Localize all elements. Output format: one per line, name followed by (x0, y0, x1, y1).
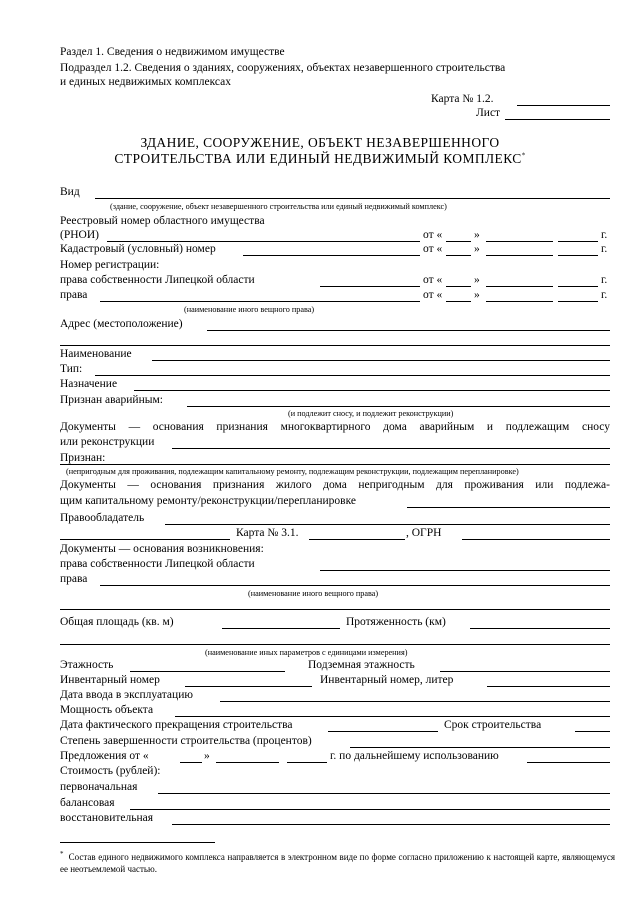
footnote-mark: * (60, 850, 64, 858)
purpose-field[interactable] (134, 390, 610, 391)
commission-date-field[interactable] (220, 701, 610, 702)
date-quote: » (474, 289, 480, 301)
date-prefix: от « (423, 229, 443, 241)
right-date-year[interactable] (558, 301, 598, 302)
right-date-day[interactable] (446, 301, 471, 302)
date-quote: » (474, 274, 480, 286)
cost-label: Стоимость (рублей): (60, 765, 161, 777)
area-label: Общая площадь (кв. м) (60, 616, 174, 628)
date-quote: » (204, 750, 210, 762)
restoration-cost-field[interactable] (172, 824, 610, 825)
initial-cost-label: первоначальная (60, 781, 138, 793)
sheet-field[interactable] (505, 119, 610, 120)
proposals-date-day[interactable] (180, 762, 202, 763)
card31-field[interactable] (309, 539, 405, 540)
params-hint: (наименование иных параметров с единицами измерения) (205, 648, 408, 657)
ownership-label: права собственности Липецкой области (60, 274, 255, 286)
right2-field-line2[interactable] (60, 609, 610, 610)
cadastral-date-day[interactable] (446, 255, 471, 256)
subsection-heading-line2: и единых недвижимых комплексах (60, 76, 231, 88)
registration-label: Номер регистрации: (60, 259, 160, 271)
vid-hint: (здание, сооружение, объект незавершенного строительства или единый недвижимый комплекс) (110, 202, 447, 211)
holder-field[interactable] (165, 524, 610, 525)
date-quote: » (474, 229, 480, 241)
ownership-date-month[interactable] (486, 286, 553, 287)
form-title-line2: СТРОИТЕЛЬСТВА ИЛИ ЕДИНЫЙ НЕДВИЖИМЫЙ КОМПЛЕКС* (114, 151, 526, 166)
reg-number-label: Реестровый номер областного имущества (60, 215, 265, 227)
emergency-label: Признан аварийным: (60, 394, 163, 406)
type-field[interactable] (95, 375, 610, 376)
area-field[interactable] (222, 628, 340, 629)
underground-label: Подземная этажность (308, 659, 415, 671)
ogrn-label: , ОГРН (406, 527, 442, 539)
ogrn-field[interactable] (462, 539, 610, 540)
name-label: Наименование (60, 348, 132, 360)
proposals-label: Предложения от « (60, 750, 149, 762)
form-title-line1: ЗДАНИЕ, СООРУЖЕНИЕ, ОБЪЕКТ НЕЗАВЕРШЕННОГО (140, 135, 500, 150)
ownership-date-day[interactable] (446, 286, 471, 287)
docs-unfit-label-line2: щим капитальному ремонту/реконструкции/перепланировке (60, 495, 357, 507)
inventory-letter-field[interactable] (487, 686, 610, 687)
name-field[interactable] (152, 360, 610, 361)
stop-date-label: Дата фактического прекращения строительства (60, 719, 293, 731)
vid-field[interactable] (95, 198, 610, 199)
docs-unfit-label-line1: Документы — основания признания жилого дома непригодным для проживания или подлежа- (60, 479, 610, 491)
right2-label: права (60, 573, 88, 585)
reg-number-label-abbr: (РНОИ) (60, 229, 99, 241)
right-field[interactable] (100, 301, 420, 302)
capacity-label: Мощность объекта (60, 704, 154, 716)
book-cost-field[interactable] (130, 809, 610, 810)
year-suffix: г. (601, 229, 608, 241)
purpose-label: Назначение (60, 378, 118, 390)
date-prefix: от « (423, 243, 443, 255)
subsection-heading-line1: Подраздел 1.2. Сведения о зданиях, сооружениях, объектах незавершенного строительства (60, 62, 506, 74)
length-field[interactable] (470, 628, 610, 629)
docs-emergency-field[interactable] (172, 448, 610, 449)
docs-unfit-field[interactable] (407, 507, 610, 508)
year-suffix: г. (601, 274, 608, 286)
docs-emergency-label-line2: или реконструкции (60, 436, 155, 448)
cadastral-date-month[interactable] (486, 255, 553, 256)
capacity-field[interactable] (175, 716, 610, 717)
card-number-field[interactable] (517, 105, 610, 106)
footnote (60, 851, 615, 875)
commission-date-label: Дата ввода в эксплуатацию (60, 689, 193, 701)
docs-origin-label: Документы — основания возникновения: (60, 543, 264, 555)
vid-label: Вид (60, 186, 80, 198)
footnote-separator (60, 842, 215, 843)
proposals-field[interactable] (527, 762, 610, 763)
card31-label: Карта № 3.1. (236, 527, 299, 539)
date-quote: » (474, 243, 480, 255)
right-label: права (60, 289, 88, 301)
stop-date-field[interactable] (328, 731, 438, 732)
section-heading: Раздел 1. Сведения о недвижимом имуществе (60, 46, 285, 58)
initial-cost-field[interactable] (158, 793, 610, 794)
inventory-field[interactable] (185, 686, 312, 687)
reg-date-month[interactable] (486, 241, 553, 242)
reg-number-field[interactable] (107, 241, 420, 242)
year-suffix: г. (601, 243, 608, 255)
date-prefix: от « (423, 274, 443, 286)
floors-label: Этажность (60, 659, 114, 671)
cadastral-field[interactable] (243, 255, 420, 256)
cadastral-date-year[interactable] (558, 255, 598, 256)
inventory-label: Инвентарный номер (60, 674, 160, 686)
build-term-field[interactable] (575, 731, 610, 732)
book-cost-label: балансовая (60, 797, 115, 809)
proposals-date-year[interactable] (287, 762, 327, 763)
proposals-tail-label: г. по дальнейшему использованию (330, 750, 499, 762)
cadastral-label: Кадастровый (условный) номер (60, 243, 216, 255)
proposals-date-month[interactable] (216, 762, 279, 763)
reg-date-year[interactable] (558, 241, 598, 242)
year-suffix: г. (601, 289, 608, 301)
right-hint: (наименование иного вещного права) (184, 305, 315, 314)
address-field[interactable] (207, 330, 610, 331)
recognized-field[interactable] (60, 464, 610, 465)
ownership-date-year[interactable] (558, 286, 598, 287)
right2-hint: (наименование иного вещного права) (248, 589, 379, 598)
sheet-label: Лист (476, 107, 501, 119)
underground-field[interactable] (440, 671, 610, 672)
address-label: Адрес (местоположение) (60, 318, 183, 330)
completion-field[interactable] (350, 747, 610, 748)
docs-emergency-label-line1: Документы — основания признания многоквартирного дома аварийным и подлежащим сносу (60, 421, 610, 433)
other-params-field[interactable] (60, 644, 610, 645)
recognized-hint: (непригодным для проживания, подлежащим капитальному ремонту, подлежащим реконструкции, подлежащим перепланировке) (66, 467, 519, 476)
ownership2-label: права собственности Липецкой области (60, 558, 255, 570)
date-prefix: от « (423, 289, 443, 301)
length-label: Протяженность (км) (346, 616, 446, 628)
card-number-label: Карта № 1.2. (431, 93, 494, 105)
floors-field[interactable] (130, 671, 285, 672)
build-term-label: Срок строительства (444, 719, 542, 731)
footnote-marker: * (521, 151, 526, 160)
right-date-month[interactable] (486, 301, 553, 302)
recognized-label: Признан: (60, 452, 106, 464)
right2-field[interactable] (100, 585, 610, 586)
completion-label: Степень завершенности строительства (процентов) (60, 735, 312, 747)
emergency-field[interactable] (187, 406, 610, 407)
holder-label: Правообладатель (60, 512, 145, 524)
ownership2-field[interactable] (320, 570, 610, 571)
ownership-reg-field[interactable] (320, 286, 420, 287)
type-label: Тип: (60, 363, 83, 375)
inventory-letter-label: Инвентарный номер, литер (320, 674, 454, 686)
holder-field-line2[interactable] (60, 539, 230, 540)
footnote-text: Состав единого недвижимого комплекса направляется в электронном виде по форме согласно приложению к настоящей карте, являющемуся ее неотъемлемой частью. (60, 852, 615, 874)
emergency-hint: (и подлежит сносу, и подлежит реконструкции) (288, 409, 454, 418)
reg-date-day[interactable] (446, 241, 471, 242)
restoration-cost-label: восстановительная (60, 812, 154, 824)
address-field-line2[interactable] (60, 345, 610, 346)
